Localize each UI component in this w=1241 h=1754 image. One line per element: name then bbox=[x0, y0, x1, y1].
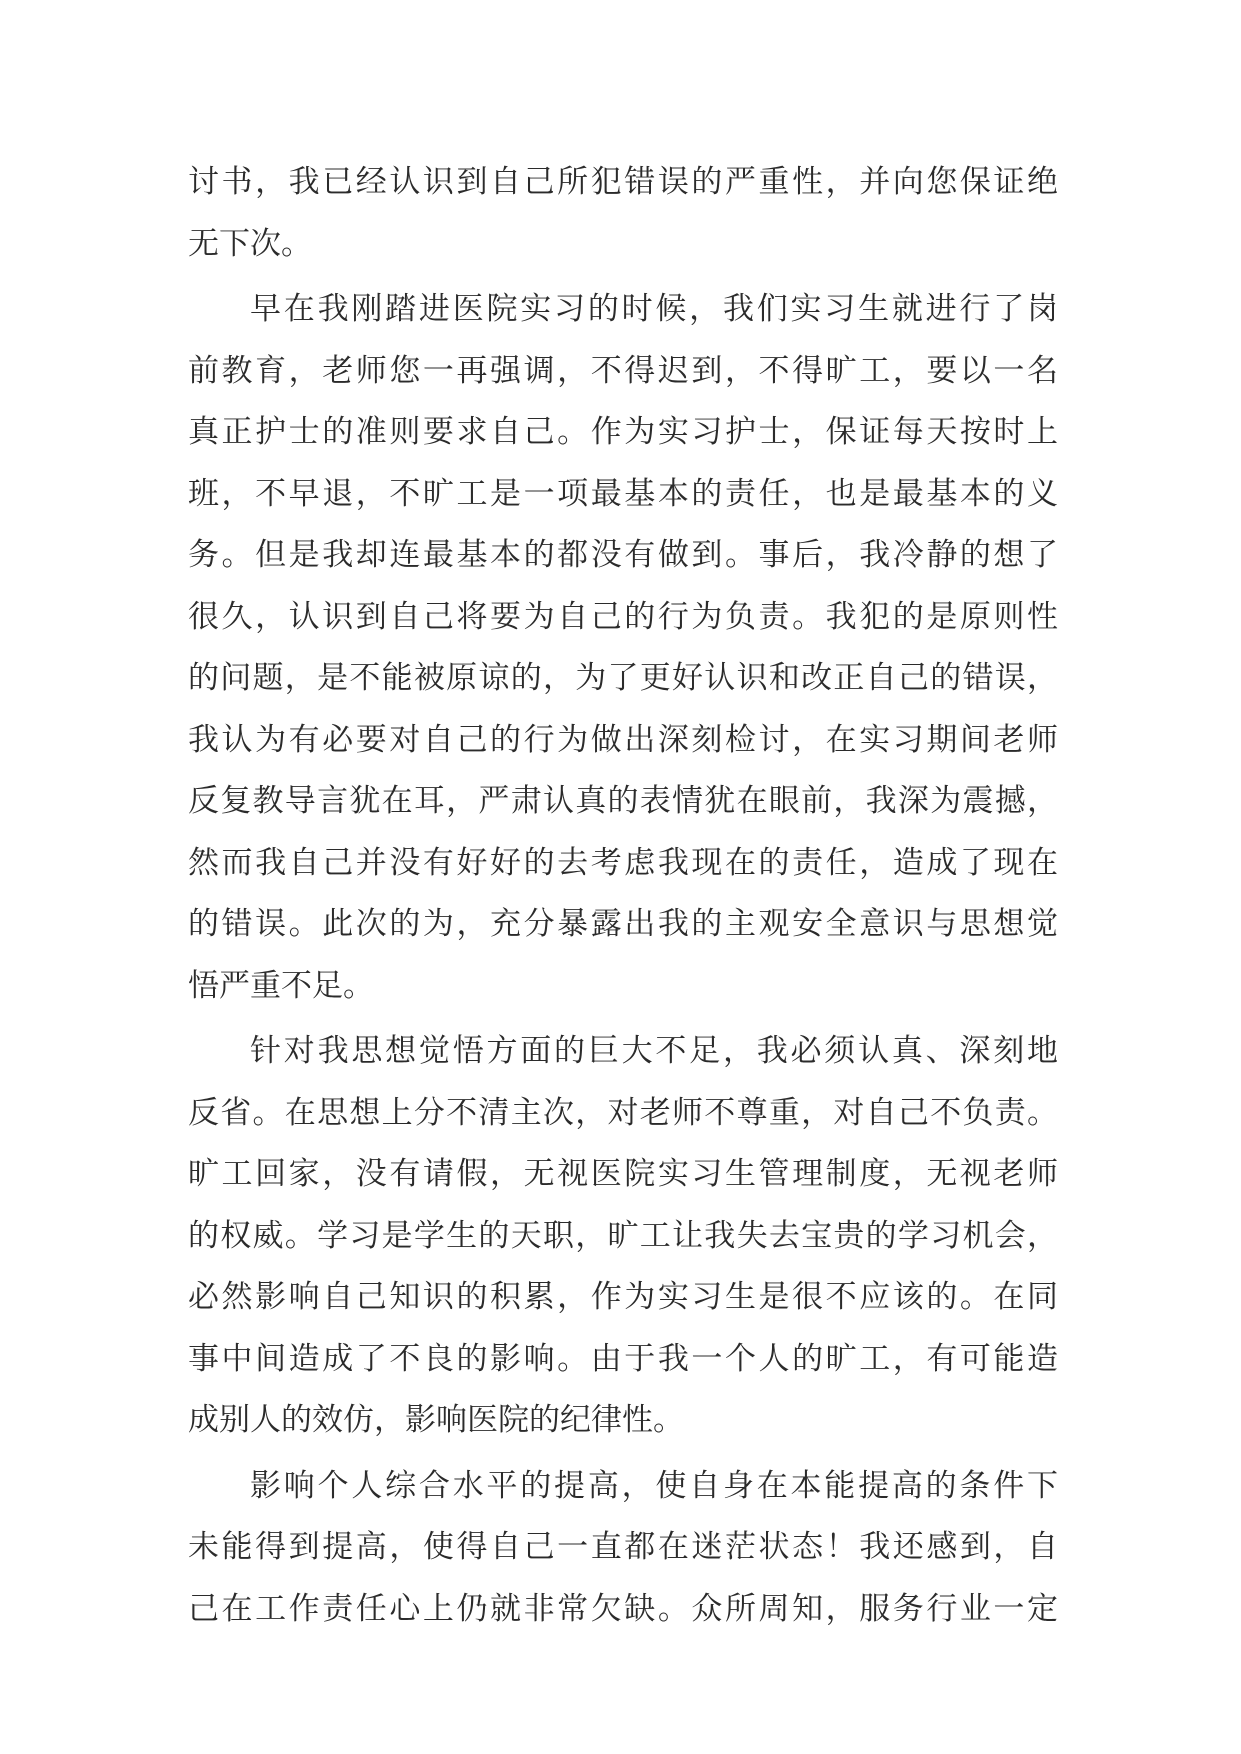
text-line: 影响个人综合水平的提高，使自身在本能提高的条件下 bbox=[250, 1467, 1058, 1504]
text-line: 反复教导言犹在耳，严肃认真的表情犹在眼前，我深为震撼， bbox=[188, 783, 1058, 819]
text-line: 早在我刚踏进医院实习的时候，我们实习生就进行了岗 bbox=[250, 291, 1058, 327]
text-line: 务。但是我却连最基本的都没有做到。事后，我冷静的想了 bbox=[188, 537, 1058, 573]
text-line: 我认为有必要对自己的行为做出深刻检讨，在实习期间老师 bbox=[188, 721, 1058, 758]
text-line: 悟严重不足。 bbox=[188, 967, 374, 1004]
text-line: 讨书，我已经认识到自己所犯错误的严重性，并向您保证绝 bbox=[188, 164, 1058, 200]
paragraph-4 bbox=[188, 1456, 1058, 1641]
document-body bbox=[188, 152, 1058, 1640]
text-line: 的权威。学习是学生的天职，旷工让我失去宝贵的学习机会， bbox=[188, 1217, 1058, 1254]
paragraph-3 bbox=[188, 1021, 1058, 1452]
text-line: 未能得到提高，使得自己一直都在迷茫状态！我还感到，自 bbox=[188, 1529, 1058, 1565]
text-line: 然而我自己并没有好好的去考虑我现在的责任，造成了现在 bbox=[188, 844, 1058, 881]
text-line: 己在工作责任心上仍就非常欠缺。众所周知，服务行业一定 bbox=[188, 1590, 1058, 1627]
paragraph-1 bbox=[188, 152, 1058, 275]
text-line: 的问题，是不能被原谅的，为了更好认识和改正自己的错误， bbox=[188, 660, 1058, 696]
text-line: 事中间造成了不良的影响。由于我一个人的旷工，有可能造 bbox=[188, 1340, 1058, 1377]
text-line: 前教育，老师您一再强调，不得迟到，不得旷工，要以一名 bbox=[188, 352, 1058, 389]
text-line: 班，不早退，不旷工是一项最基本的责任，也是最基本的义 bbox=[188, 475, 1058, 512]
text-line: 真正护士的准则要求自己。作为实习护士，保证每天按时上 bbox=[188, 414, 1058, 450]
text-line: 反省。在思想上分不清主次，对老师不尊重，对自己不负责。 bbox=[188, 1094, 1058, 1131]
text-line: 很久，认识到自己将要为自己的行为负责。我犯的是原则性 bbox=[188, 598, 1058, 635]
text-line: 针对我思想觉悟方面的巨大不足，我必须认真、深刻地 bbox=[250, 1033, 1058, 1069]
text-line: 必然影响自己知识的积累，作为实习生是很不应该的。在同 bbox=[188, 1279, 1058, 1315]
text-line: 旷工回家，没有请假，无视医院实习生管理制度，无视老师 bbox=[188, 1156, 1058, 1192]
paragraph-2 bbox=[188, 279, 1058, 1017]
text-line: 成别人的效仿，影响医院的纪律性。 bbox=[188, 1402, 684, 1438]
text-line: 的错误。此次的为，充分暴露出我的主观安全意识与思想觉 bbox=[188, 906, 1058, 942]
text-line: 无下次。 bbox=[188, 225, 312, 262]
